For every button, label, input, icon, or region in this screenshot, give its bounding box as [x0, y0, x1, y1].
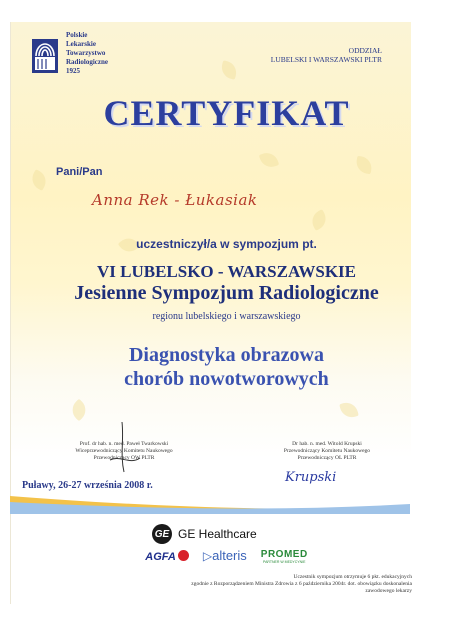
- agfa-dot-icon: [178, 550, 189, 561]
- promed-logo: PROMED PARTNER W MEDYCYNIE: [260, 548, 308, 564]
- leaf-decoration: [68, 399, 91, 422]
- participation-text: uczestniczył/a w sympozjum pt.: [136, 237, 317, 251]
- sponsor-logos: [0, 547, 453, 565]
- ge-monogram-icon: GE: [152, 524, 172, 544]
- leaf-decoration: [339, 400, 359, 420]
- ptlr-logo: [32, 39, 58, 73]
- alteris-arrow-icon: ▷: [202, 549, 213, 563]
- symposium-title-line2: Jesienne Sympozjum Radiologiczne: [74, 282, 379, 304]
- alteris-logo: ▷alteris: [202, 548, 247, 563]
- ge-healthcare-label: GE Healthcare: [178, 527, 257, 541]
- salutation: Pani/Pan: [56, 166, 103, 178]
- certificate-title: CERTYFIKAT: [103, 93, 350, 133]
- ge-healthcare-logo: [152, 524, 257, 544]
- symposium-topic: [0, 343, 453, 391]
- branch-name: ODDZIAŁ LUBELSKI I WARSZAWSKI PLTR: [270, 46, 382, 64]
- leaf-decoration: [308, 209, 330, 231]
- date-place: Puławy, 26-27 września 2008 r.: [22, 480, 153, 491]
- organization-name: Polskie Lekarskie Towarzystwo Radiologiczne 1925: [66, 31, 108, 75]
- decorative-wave: [10, 494, 410, 514]
- topic-line1: Diagnostyka obrazowa: [128, 344, 324, 366]
- agfa-logo: AGFA: [145, 547, 189, 565]
- symposium-title-line1: VI LUBELSKO - WARSZAWSKIE: [96, 262, 357, 281]
- right-signatory: Dr hab. n. med. Witold Krupski Przewodniczący Komitetu Naukowego Przewodniczący OL PLTR: [283, 441, 371, 461]
- leaf-decoration: [355, 156, 374, 175]
- left-signatory: Prof. dr hab. n. med. Paweł Twarkowski Wiceprzewodniczący Komitetu Naukowego Przewodniczący OW PLTR: [75, 441, 173, 461]
- education-points-note: Uczestnik sympozjum otrzymuje 6 pkt. edukacyjnych zgodnie z Rozporządzeniem Ministra Zdrowia z 6 października 2004r. dot. obowiązku doskonalenia zawodowego lekarzy: [191, 574, 412, 594]
- symposium-region: regionu lubelskiego i warszawskiego: [152, 311, 301, 322]
- leaf-decoration: [28, 169, 50, 191]
- topic-line2: chorób nowotworowych: [124, 368, 329, 390]
- right-signature: Krupski: [285, 470, 337, 485]
- recipient-name: Anna Rek - Łukasiak: [92, 191, 258, 209]
- leaf-decoration: [259, 150, 280, 171]
